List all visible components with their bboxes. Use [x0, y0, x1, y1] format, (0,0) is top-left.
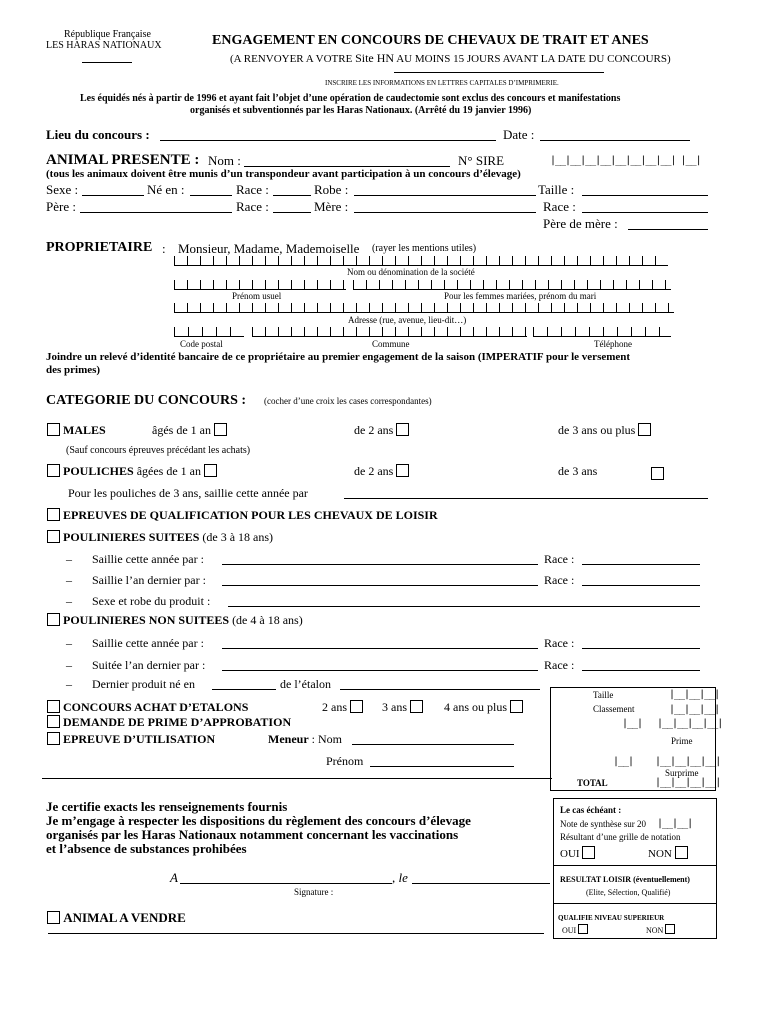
suitees-row — [47, 530, 273, 545]
categorie-note: (cocher d’une croix les cases correspondantes) — [264, 396, 432, 406]
males-2ans-label: de 2 ans — [354, 423, 394, 437]
achat-3ans — [382, 700, 423, 715]
loisir-box — [553, 798, 717, 939]
page-title: ENGAGEMENT EN CONCOURS DE CHEVAUX DE TRAIT ET ANES — [212, 33, 649, 48]
note-synthese-field[interactable]: |__|__| — [657, 818, 693, 829]
notice-line-2: organisés et subventionnés par les Haras Nationaux. (Arrêté du 19 janvier 1996) — [190, 105, 532, 116]
date-label: Date : — [503, 127, 535, 142]
certify-line-3: organisés par les Haras Nationaux notamment concernant les vaccinations — [46, 827, 459, 842]
suitee-dernier-label: Suitée l’an dernier par : — [92, 658, 206, 672]
commune-field[interactable] — [252, 327, 527, 337]
lieu-label: Lieu du concours : — [46, 127, 150, 142]
resultat-loisir-sub: (Elite, Sélection, Qualifié) — [586, 888, 671, 897]
achat-2ans — [322, 700, 363, 715]
suitees-checkbox[interactable] — [47, 530, 60, 543]
mere-race-label: Race : — [543, 199, 576, 214]
section-divider — [42, 778, 552, 779]
pere-race-label: Race : — [236, 199, 269, 214]
grille-non — [648, 846, 688, 860]
sire-label: N° SIRE — [458, 153, 505, 168]
pouliches-label: POULICHES — [63, 464, 134, 478]
males-row — [47, 423, 106, 438]
owner-prenom-field[interactable] — [174, 280, 346, 290]
dash: – — [66, 677, 72, 691]
non-suitees-ages: (de 4 à 18 ans) — [232, 613, 303, 627]
mere-race-field[interactable] — [582, 212, 708, 213]
result-total-label: TOTAL — [577, 778, 608, 788]
vendre-field[interactable] — [48, 933, 544, 934]
result-total-field[interactable]: |__|__|__|__| — [655, 777, 721, 788]
dernier-produit-label: Dernier produit né en — [92, 677, 195, 691]
pere-race-field[interactable] — [273, 212, 311, 213]
utilisation-checkbox[interactable] — [47, 732, 60, 745]
robe-field[interactable] — [354, 195, 536, 196]
sexe-label: Sexe : — [46, 182, 79, 197]
pere-de-mere-field[interactable] — [628, 229, 708, 230]
dash: – — [66, 573, 72, 587]
date-field[interactable] — [540, 140, 690, 141]
pere-de-mere-label: Père de mère : — [543, 216, 618, 231]
pere-field[interactable] — [80, 212, 232, 213]
result-taille-label: Taille — [593, 690, 614, 700]
achat-4ans-checkbox[interactable] — [510, 700, 523, 713]
pouliches-2ans-checkbox[interactable] — [396, 464, 409, 477]
ns-saillie-annee-field[interactable] — [222, 648, 538, 649]
loisir-divider — [554, 865, 716, 866]
suitee-dernier-race-label: Race : — [544, 658, 575, 672]
certify-line-1: Je certifie exacts les renseignements fournis — [46, 799, 288, 814]
achat-4ans — [444, 700, 523, 715]
males-3ans-checkbox[interactable] — [638, 423, 651, 436]
husband-prenom-field[interactable] — [353, 280, 671, 290]
result-classement-points[interactable]: |__|__|__|__| — [657, 718, 723, 729]
pouliches-3ans-checkbox[interactable] — [651, 465, 664, 483]
page-subtitle: (A RENVOYER A VOTRE Site HN AU MOINS 15 JOURS AVANT LA DATE DU CONCOURS) — [230, 51, 671, 65]
adresse-label: Adresse (rue, avenue, lieu-dit…) — [348, 315, 467, 325]
dash: – — [66, 658, 72, 672]
achat-checkbox[interactable] — [47, 700, 60, 713]
qualifie-non-label: NON — [646, 926, 664, 935]
result-classement-label: Classement — [593, 704, 635, 714]
caps-note: INSCRIRE LES INFORMATIONS EN LETTRES CAPITALES D’IMPRIMERIE. — [325, 79, 559, 87]
result-prime-rank[interactable]: |__| — [613, 756, 634, 767]
saillie-annee-field[interactable] — [222, 564, 538, 565]
civility-note: (rayer les mentions utiles) — [372, 243, 477, 254]
result-prime-field[interactable]: |__|__|__|__| — [655, 756, 721, 767]
pouliches-checkbox[interactable] — [47, 464, 60, 477]
suitee-dernier-race-field[interactable] — [582, 670, 700, 671]
telephone-label: Téléphone — [594, 339, 632, 349]
pouliches-3ans-label: de 3 ans — [558, 464, 598, 478]
qualifie-non-checkbox[interactable] — [665, 924, 675, 934]
prime-label: DEMANDE DE PRIME D’APPROBATION — [63, 715, 292, 729]
dernier-produit-field[interactable] — [212, 689, 276, 690]
meneur-prenom-label: Prénom — [326, 754, 364, 768]
grille-notation-label: Résultant d’une grille de notation — [560, 832, 681, 842]
dash: – — [66, 594, 72, 608]
certify-line-4: et l’absence de substances prohibées — [46, 841, 247, 856]
males-1an — [152, 423, 227, 438]
achat-2ans-checkbox[interactable] — [350, 700, 363, 713]
results-box — [550, 687, 723, 791]
sexe-robe-field[interactable] — [228, 606, 700, 607]
robe-label: Robe : — [314, 182, 349, 197]
taille-label: Taille : — [538, 182, 575, 197]
utilisation-row — [47, 732, 215, 747]
saillie-dernier-race-label: Race : — [544, 573, 575, 587]
saillie-dernier-race-field[interactable] — [582, 585, 700, 586]
males-2ans — [354, 423, 409, 438]
grille-oui — [560, 846, 595, 860]
prime-checkbox[interactable] — [47, 715, 60, 728]
sire-field[interactable]: |__|__|__|__|__|__|__|__| |__| — [550, 155, 701, 166]
rib-line-2: des primes) — [46, 364, 101, 376]
qualifie-oui-checkbox[interactable] — [578, 924, 588, 934]
nom-societe-label: Nom ou dénomination de la société — [347, 267, 475, 277]
saillie-annee-race-field[interactable] — [582, 564, 700, 565]
taille-field[interactable] — [582, 195, 708, 196]
notice-line-1: Les équidés nés à partir de 1996 et ayant fait l’objet d’une opération de caudectomie sont exclus des concours et manifestations — [80, 93, 621, 104]
achat-row — [47, 700, 248, 715]
date-signature-label: , le — [392, 870, 408, 885]
pouliches-saillie-label: Pour les pouliches de 3 ans, saillie cette année par — [68, 486, 308, 500]
prime-row — [47, 715, 291, 730]
ne-en-label: Né en : — [147, 182, 185, 197]
vendre-label: ANIMAL A VENDRE — [63, 910, 186, 925]
postal-code-field[interactable] — [174, 327, 244, 337]
race-field[interactable] — [273, 195, 311, 196]
telephone-field[interactable] — [533, 327, 671, 337]
non-suitees-checkbox[interactable] — [47, 613, 60, 626]
grille-oui-label: OUI — [560, 848, 580, 860]
pouliches-1an-checkbox[interactable] — [204, 464, 217, 477]
grille-non-label: NON — [648, 848, 672, 860]
ne-en-field[interactable] — [190, 195, 232, 196]
haras-label: LES HARAS NATIONAUX — [46, 40, 162, 51]
lieu-signature-field[interactable] — [180, 883, 392, 884]
result-classement-field[interactable]: |__|__|__| — [669, 704, 720, 715]
rib-line-1: Joindre un relevé d’identité bancaire de ce propriétaire au premier engagement de la saison (IMPERATIF pour le versement — [46, 351, 631, 363]
dash: – — [66, 552, 72, 566]
qualifie-divider — [554, 903, 716, 904]
meneur-nom-field[interactable] — [352, 744, 514, 745]
sexe-field[interactable] — [82, 195, 144, 196]
code-postal-label: Code postal — [180, 339, 223, 349]
result-classement-rank[interactable]: |__| — [622, 718, 643, 729]
republique-label: République Française — [64, 29, 151, 40]
animal-title: ANIMAL PRESENTE : — [46, 152, 200, 168]
mere-label: Mère : — [314, 199, 349, 214]
epreuves-checkbox[interactable] — [47, 508, 60, 521]
ns-saillie-annee-label: Saillie cette année par : — [92, 636, 204, 650]
lieu-signature-label: A — [170, 870, 178, 885]
animal-nom-label: Nom : — [208, 153, 241, 168]
utilisation-label: EPREUVE D’UTILISATION — [63, 732, 216, 746]
note-synthese-label: Note de synthèse sur 20 — [560, 819, 646, 829]
pouliches-2ans-label: de 2 ans — [354, 464, 394, 478]
vendre-checkbox[interactable] — [47, 911, 60, 924]
lieu-field[interactable] — [160, 140, 496, 141]
achat-4ans-label: 4 ans ou plus — [444, 700, 507, 714]
mere-field[interactable] — [354, 212, 536, 213]
suitees-label: POULINIERES SUITEES — [63, 530, 200, 544]
achat-label: CONCOURS ACHAT D’ETALONS — [63, 700, 249, 714]
achat-2ans-label: 2 ans — [322, 700, 347, 714]
pouliches-row — [47, 464, 217, 479]
qualifie-oui — [562, 924, 588, 935]
non-suitees-row — [47, 613, 303, 628]
dash: – — [66, 636, 72, 650]
result-taille-field[interactable]: |__|__|__| — [669, 689, 720, 700]
males-2ans-checkbox[interactable] — [396, 423, 409, 436]
date-signature-field[interactable] — [412, 883, 550, 884]
prenom-usuel-label: Prénom usuel — [232, 291, 282, 301]
colon: : — [162, 241, 166, 256]
de-etalon-field[interactable] — [340, 689, 540, 690]
civility-label: Monsieur, Madame, Mademoiselle — [178, 241, 360, 256]
ns-saillie-race-field[interactable] — [582, 648, 700, 649]
achat-3ans-checkbox[interactable] — [410, 700, 423, 713]
femmes-mariees-label: Pour les femmes mariées, prénom du mari — [444, 291, 597, 301]
pere-label: Père : — [46, 199, 76, 214]
cas-echeant-label: Le cas échéant : — [560, 805, 622, 815]
pouliches-2ans — [354, 464, 409, 479]
suitee-dernier-field[interactable] — [222, 670, 538, 671]
ns-saillie-race-label: Race : — [544, 636, 575, 650]
address-field[interactable] — [174, 303, 674, 313]
resultat-loisir-label: RESULTAT LOISIR (éventuellement) — [560, 875, 690, 884]
pouliches-1an-label: âgées de 1 an — [136, 464, 201, 478]
race-label: Race : — [236, 182, 269, 197]
meneur-label: Meneur : Nom — [268, 732, 342, 746]
categorie-title: CATEGORIE DU CONCOURS : — [46, 393, 247, 408]
certify-line-2: Je m’engage à respecter les dispositions du règlement des concours d’élevage — [46, 813, 471, 828]
qualifie-non — [646, 924, 675, 935]
qualifie-label: QUALIFIE NIVEAU SUPERIEUR — [558, 914, 665, 922]
males-1an-label: âgés de 1 an — [152, 423, 211, 437]
males-3ans — [558, 423, 651, 438]
header-rule — [82, 62, 132, 63]
de-etalon-label: de l’étalon — [280, 677, 331, 691]
result-surprime-label: Surprime — [665, 768, 699, 778]
epreuves-row — [47, 508, 438, 523]
proprietaire-title: PROPRIETAIRE — [46, 240, 153, 255]
saillie-annee-race-label: Race : — [544, 552, 575, 566]
males-1an-checkbox[interactable] — [214, 423, 227, 436]
grille-non-checkbox[interactable] — [675, 846, 688, 859]
commune-label: Commune — [372, 339, 410, 349]
sauf-note: (Sauf concours épreuves précédant les achats) — [66, 445, 251, 456]
caps-rule — [394, 72, 604, 73]
epreuves-label: EPREUVES DE QUALIFICATION POUR LES CHEVAUX DE LOISIR — [63, 508, 438, 522]
non-suitees-label: POULINIERES NON SUITEES — [63, 613, 230, 627]
animal-nom-field[interactable] — [244, 166, 450, 167]
pouliches-saillie-field[interactable] — [344, 498, 708, 499]
suitees-ages: (de 3 à 18 ans) — [202, 530, 274, 544]
achat-3ans-label: 3 ans — [382, 700, 407, 714]
grille-oui-checkbox[interactable] — [582, 846, 595, 859]
transpondeur-note: (tous les animaux doivent être munis d’un transpondeur avant participation à un concours d’élevage) — [46, 168, 521, 180]
sexe-robe-label: Sexe et robe du produit : — [92, 594, 211, 608]
males-3ans-label: de 3 ans ou plus — [558, 423, 636, 437]
signature-label: Signature : — [294, 887, 334, 897]
saillie-dernier-field[interactable] — [222, 585, 538, 586]
meneur-prenom-field[interactable] — [370, 766, 514, 767]
males-label: MALES — [63, 423, 106, 437]
males-checkbox[interactable] — [47, 423, 60, 436]
vendre-row — [47, 910, 186, 926]
qualifie-oui-label: OUI — [562, 926, 577, 935]
saillie-annee-label: Saillie cette année par : — [92, 552, 204, 566]
owner-name-field[interactable] — [174, 256, 668, 266]
result-prime-label: Prime — [671, 736, 693, 746]
saillie-dernier-label: Saillie l’an dernier par : — [92, 573, 206, 587]
